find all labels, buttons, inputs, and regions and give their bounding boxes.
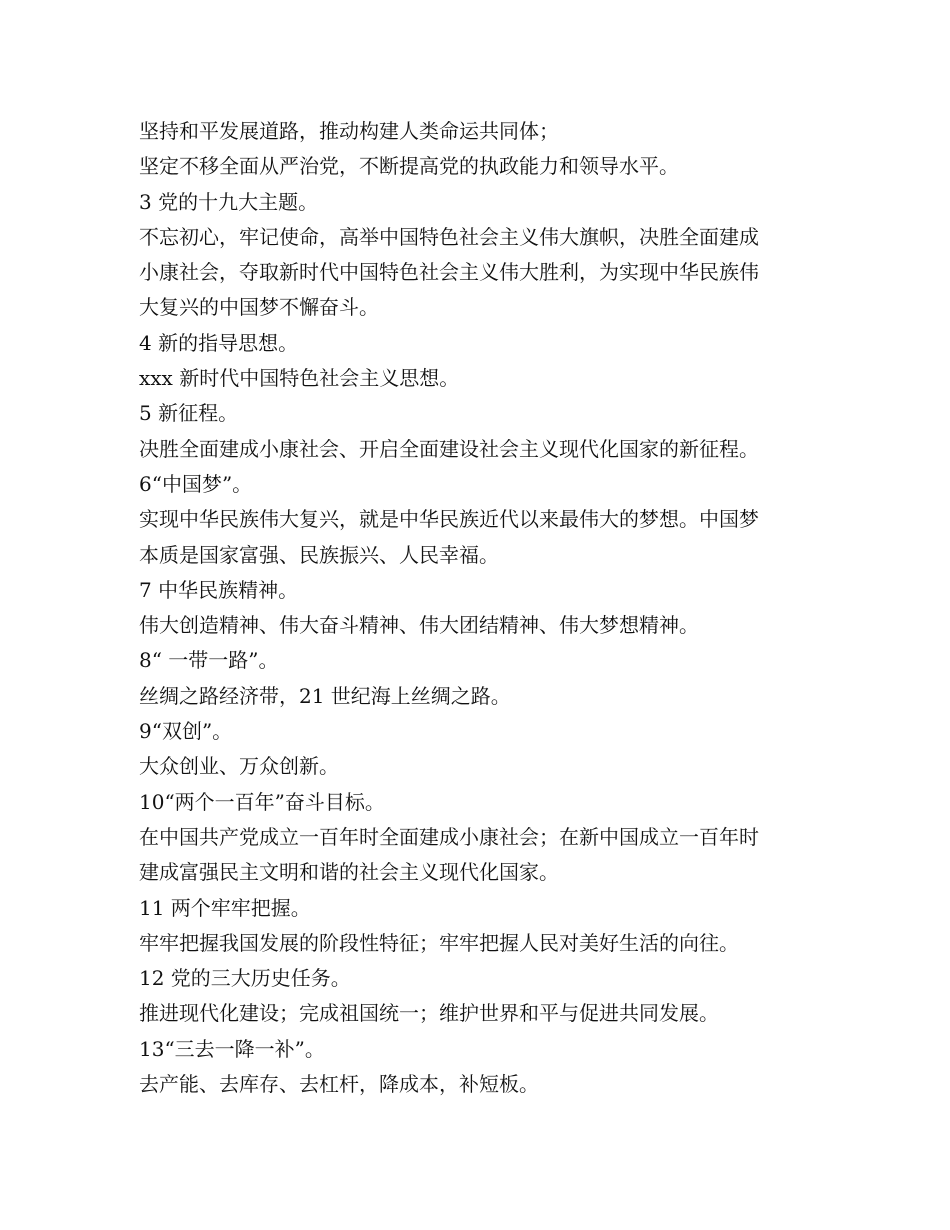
text-line: 建成富强民主文明和谐的社会主义现代化国家。 [139,860,559,885]
text-line: 坚定不移全面从严治党，不断提高党的执政能力和领导水平。 [139,154,679,179]
text-line: 决胜全面建成小康社会、开启全面建设社会主义现代化国家的新征程。 [139,436,759,461]
text-line: 本质是国家富强、民族振兴、人民幸福。 [139,542,499,567]
text-line: 伟大创造精神、伟大奋斗精神、伟大团结精神、伟大梦想精神。 [139,613,699,638]
text-line: 大复兴的中国梦不懈奋斗。 [139,295,379,320]
text-line: 坚持和平发展道路，推动构建人类命运共同体； [139,119,559,143]
text-line: 丝绸之路经济带，21 世纪海上丝绸之路。 [139,683,511,708]
section-heading: 9“双创”。 [139,719,233,744]
text-line: 推进现代化建设；完成祖国统一；维护世界和平与促进共同发展。 [139,1001,719,1026]
section-heading: 10“两个一百年”奋斗目标。 [139,789,385,814]
text-line: 去产能、去库存、去杠杆，降成本，补短板。 [139,1072,539,1097]
section-heading: 6“中国梦”。 [139,471,253,496]
text-line: 不忘初心，牢记使命，高举中国特色社会主义伟大旗帜，决胜全面建成 [139,224,759,249]
section-heading: 3 党的十九大主题。 [139,189,319,214]
section-heading: 13“三去一降一补”。 [139,1036,325,1061]
section-heading: 12 党的三大历史任务。 [139,966,351,991]
text-line: 大众创业、万众创新。 [139,754,339,779]
text-line: 小康社会，夺取新时代中国特色社会主义伟大胜利，为实现中华民族伟 [139,260,759,285]
section-heading: 5 新征程。 [139,401,239,426]
text-line: 牢牢把握我国发展的阶段性特征；牢牢把握人民对美好生活的向往。 [139,930,739,955]
section-heading: 4 新的指导思想。 [139,330,299,355]
document-body [139,114,819,1102]
text-line: xxx 新时代中国特色社会主义思想。 [139,366,460,391]
section-heading: 8“ 一带一路”。 [139,648,279,673]
section-heading: 7 中华民族精神。 [139,577,299,602]
text-line: 实现中华民族伟大复兴，就是中华民族近代以来最伟大的梦想。中国梦 [139,507,759,532]
text-line: 在中国共产党成立一百年时全面建成小康社会；在新中国成立一百年时 [139,824,759,849]
section-heading: 11 两个牢牢把握。 [139,895,311,920]
